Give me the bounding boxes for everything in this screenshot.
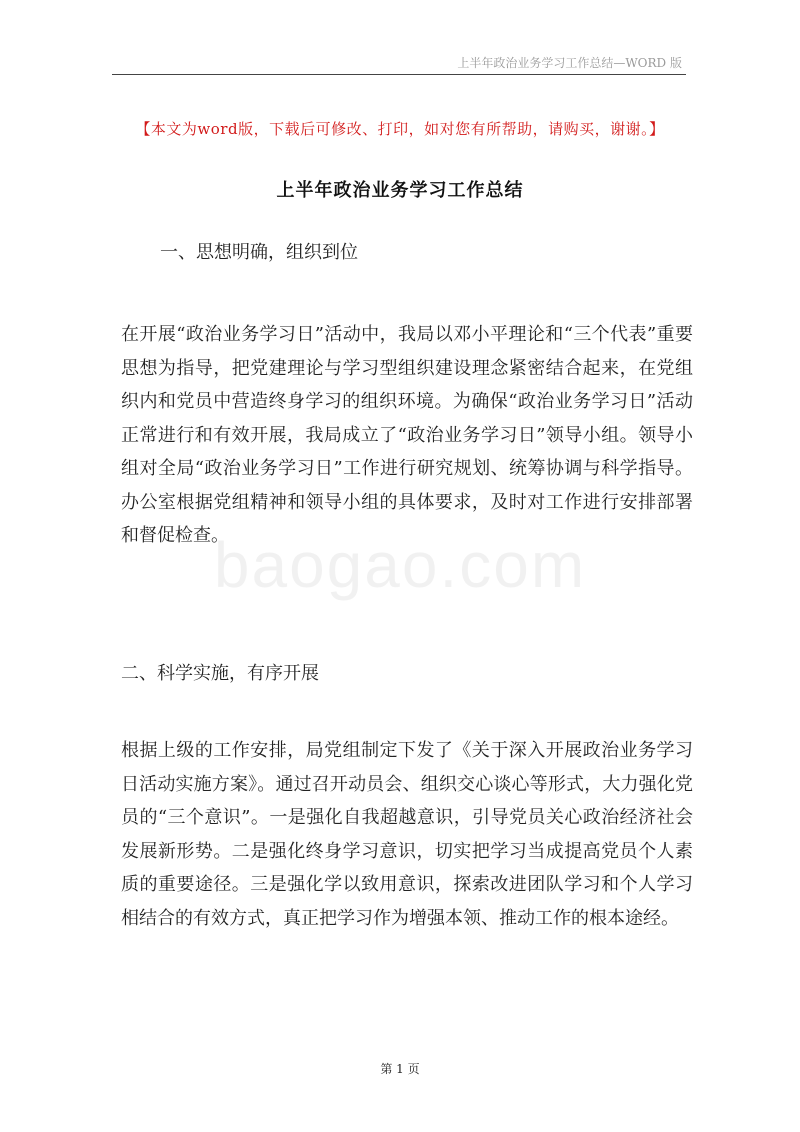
section-paragraph-1: 在开展“政治业务学习日”活动中，我局以邓小平理论和“三个代表”重要思想为指导，把党建理论与学习型组织建设理念紧密结合起来，在党组织内和党员中营造终身学习的组织环境。为确保“政治业务学习日”活动正常进行和有效开展，我局成立了“政治业务学习日”领导小组。领导小组对全局“政治业务学习日”工作进行研究规划、统筹协调与科学指导。办公室根据党组精神和领导小组的具体要求，及时对工作进行安排部署和督促检查。: [121, 324, 693, 546]
section-heading-2: 二、科学实施，有序开展: [121, 663, 319, 684]
page-number: 第 1 页: [380, 1062, 420, 1076]
watermark: baogao.com: [213, 529, 587, 601]
purchase-notice: 【本文为word版，下载后可修改、打印，如对您有所帮助，请购买，谢谢。】: [135, 120, 665, 138]
running-header: 上半年政治业务学习工作总结—WORD 版: [457, 56, 682, 70]
section-paragraph-2: 根据上级的工作安排，局党组制定下发了《关于深入开展政治业务学习日活动实施方案》。通过召开动员会、组织交心谈心等形式，大力强化党员的“三个意识”。一是强化自我超越意识，引导党员关心政治经济社会发展新形势。二是强化终身学习意识，切实把学习当成提高党员个人素质的重要途径。三是强化学以致用意识，探索改进团队学习和个人学习相结合的有效方式，真正把学习作为增强本领、推动工作的根本途经。: [121, 740, 693, 929]
document-title: 上半年政治业务学习工作总结: [276, 180, 524, 201]
header-rule: [112, 74, 686, 75]
section-heading-1: 一、思想明确，组织到位: [160, 242, 358, 263]
